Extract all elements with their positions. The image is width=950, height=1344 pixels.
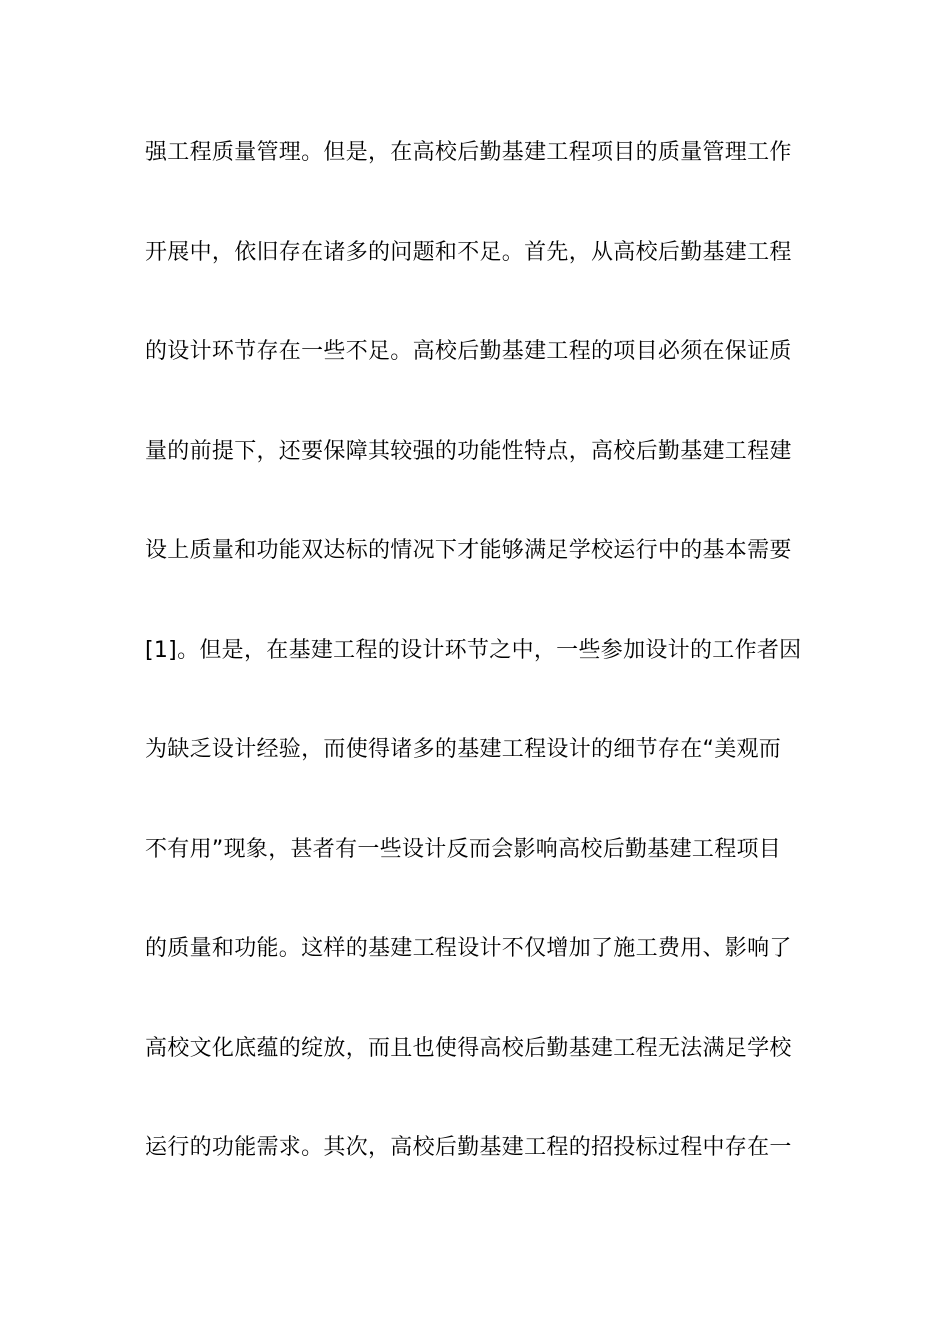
text-line-2: 开展中，依旧存在诸多的问题和不足。首先，从高校后勤基建工程	[145, 239, 792, 265]
text-line-11: 运行的功能需求。其次，高校后勤基建工程的招投标过程中存在一	[145, 1135, 792, 1160]
text-line-3: 的设计环节存在一些不足。高校后勤基建工程的项目必须在保证质	[145, 339, 792, 364]
text-line-10: 高校文化底蕴的绽放，而且也使得高校后勤基建工程无法满足学校	[145, 1035, 792, 1061]
text-line-1: 强工程质量管理。但是，在高校后勤基建工程项目的质量管理工作	[145, 140, 792, 165]
text-line-4: 量的前提下，还要保障其较强的功能性特点，高校后勤基建工程建	[145, 438, 792, 464]
body-paragraph	[145, 130, 815, 1225]
text-line-7: 为缺乏设计经验，而使得诸多的基建工程设计的细节存在“美观而	[145, 737, 782, 762]
text-line-5: 设上质量和功能双达标的情况下才能够满足学校运行中的基本需要	[145, 538, 792, 563]
text-line-6: [1]。但是，在基建工程的设计环节之中，一些参加设计的工作者因	[145, 637, 802, 663]
text-line-9: 的质量和功能。这样的基建工程设计不仅增加了施工费用、影响了	[145, 936, 792, 961]
text-line-8: 不有用”现象，甚者有一些设计反而会影响高校后勤基建工程项目	[145, 836, 782, 862]
